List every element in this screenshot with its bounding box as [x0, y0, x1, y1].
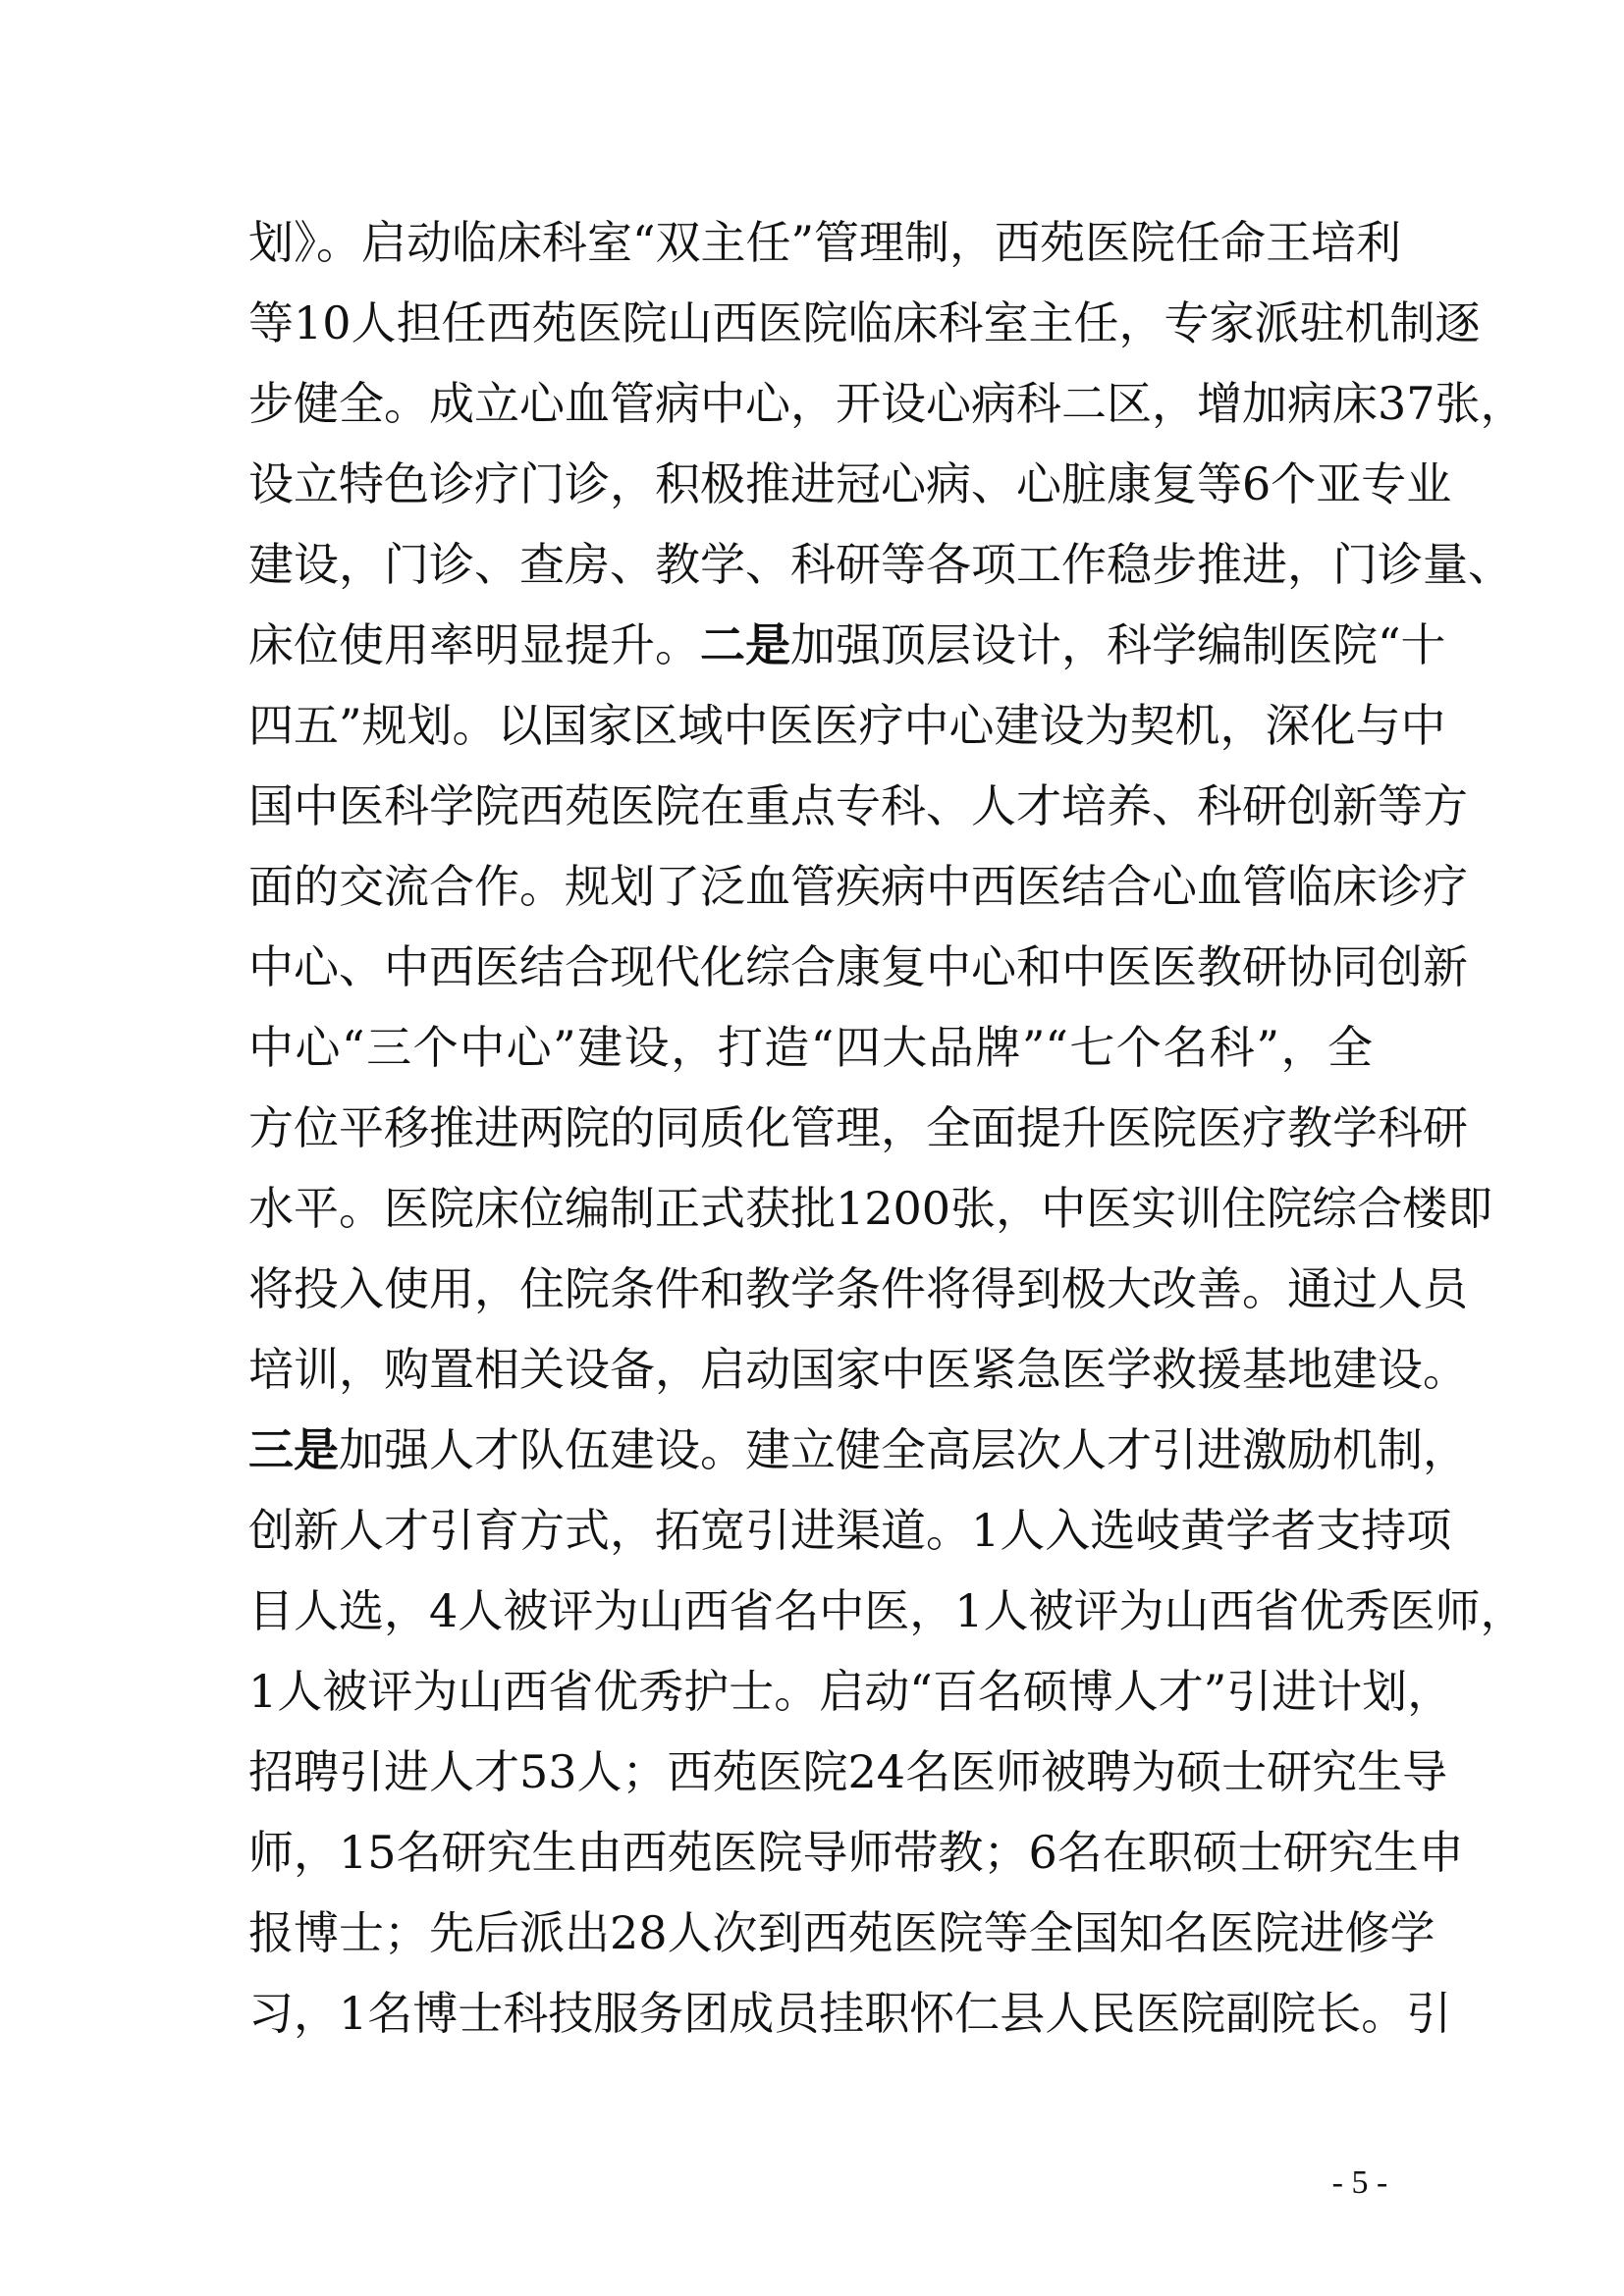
paragraph-line: 师，15名研究生由西苑医院导师带教；6名在职硕士研究生申: [248, 1826, 1464, 1879]
bold-marker: 二是: [700, 618, 790, 671]
paragraph-line: 水平。医院床位编制正式获批1200张，中医实训住院综合楼即: [248, 1182, 1493, 1235]
paragraph-line: 设立特色诊疗门诊，积极推进冠心病、心脏康复等6个亚专业: [248, 457, 1452, 510]
paragraph-line: 报博士；先后派出28人次到西苑医院等全国知名医院进修学: [248, 1906, 1435, 1959]
paragraph-line: 培训，购置相关设备，启动国家中医紧急医学救援基地建设。: [248, 1343, 1468, 1396]
page-number: - 5 -: [1331, 2164, 1388, 2201]
paragraph-line: 步健全。成立心血管病中心，开设心病科二区，增加病床37张，: [248, 377, 1526, 430]
paragraph-line: 1人被评为山西省优秀护士。启动“百名硕博人才”引进计划，: [248, 1665, 1453, 1718]
bold-marker: 三是: [248, 1423, 339, 1476]
paragraph-line: 等10人担任西苑医院山西医院临床科室主任，专家派驻机制逐: [248, 296, 1481, 349]
paragraph-line: 中心“三个中心”建设，打造“四大品牌”“七个名科”，全: [248, 1021, 1373, 1074]
paragraph-line: 创新人才引育方式，拓宽引进渠道。1人入选岐黄学者支持项: [248, 1504, 1452, 1557]
paragraph-line: 中心、中西医结合现代化综合康复中心和中医医教研协同创新: [248, 940, 1468, 993]
paragraph-line: 建设，门诊、查房、教学、科研等各项工作稳步推进，门诊量、: [248, 538, 1513, 591]
paragraph-line: 目人选，4人被评为山西省名中医，1人被评为山西省优秀医师，: [248, 1584, 1526, 1637]
paragraph-line: 国中医科学院西苑医院在重点专科、人才培养、科研创新等方: [248, 779, 1468, 832]
paragraph-line: 三是加强人才队伍建设。建立健全高层次人才引进激励机制，: [248, 1423, 1468, 1476]
paragraph-line: 划》。启动临床科室“双主任”管理制，西苑医院任命王培利: [248, 216, 1402, 269]
paragraph-line: 面的交流合作。规划了泛血管疾病中西医结合心血管临床诊疗: [248, 860, 1468, 913]
paragraph-line: 将投入使用，住院条件和教学条件将得到极大改善。通过人员: [248, 1262, 1468, 1315]
paragraph-line: 习，1名博士科技服务团成员挂职怀仁县人民医院副院长。引: [248, 1987, 1452, 2040]
paragraph-line: 四五”规划。以国家区域中医医疗中心建设为契机，深化与中: [248, 699, 1446, 752]
paragraph-line: 床位使用率明显提升。二是加强顶层设计，科学编制医院“十: [248, 618, 1446, 671]
paragraph-line: 招聘引进人才53人；西苑医院24名医师被聘为硕士研究生导: [248, 1745, 1448, 1798]
document-body: [248, 202, 1526, 2054]
paragraph-line: 方位平移推进两院的同质化管理，全面提升医院医疗教学科研: [248, 1101, 1468, 1154]
